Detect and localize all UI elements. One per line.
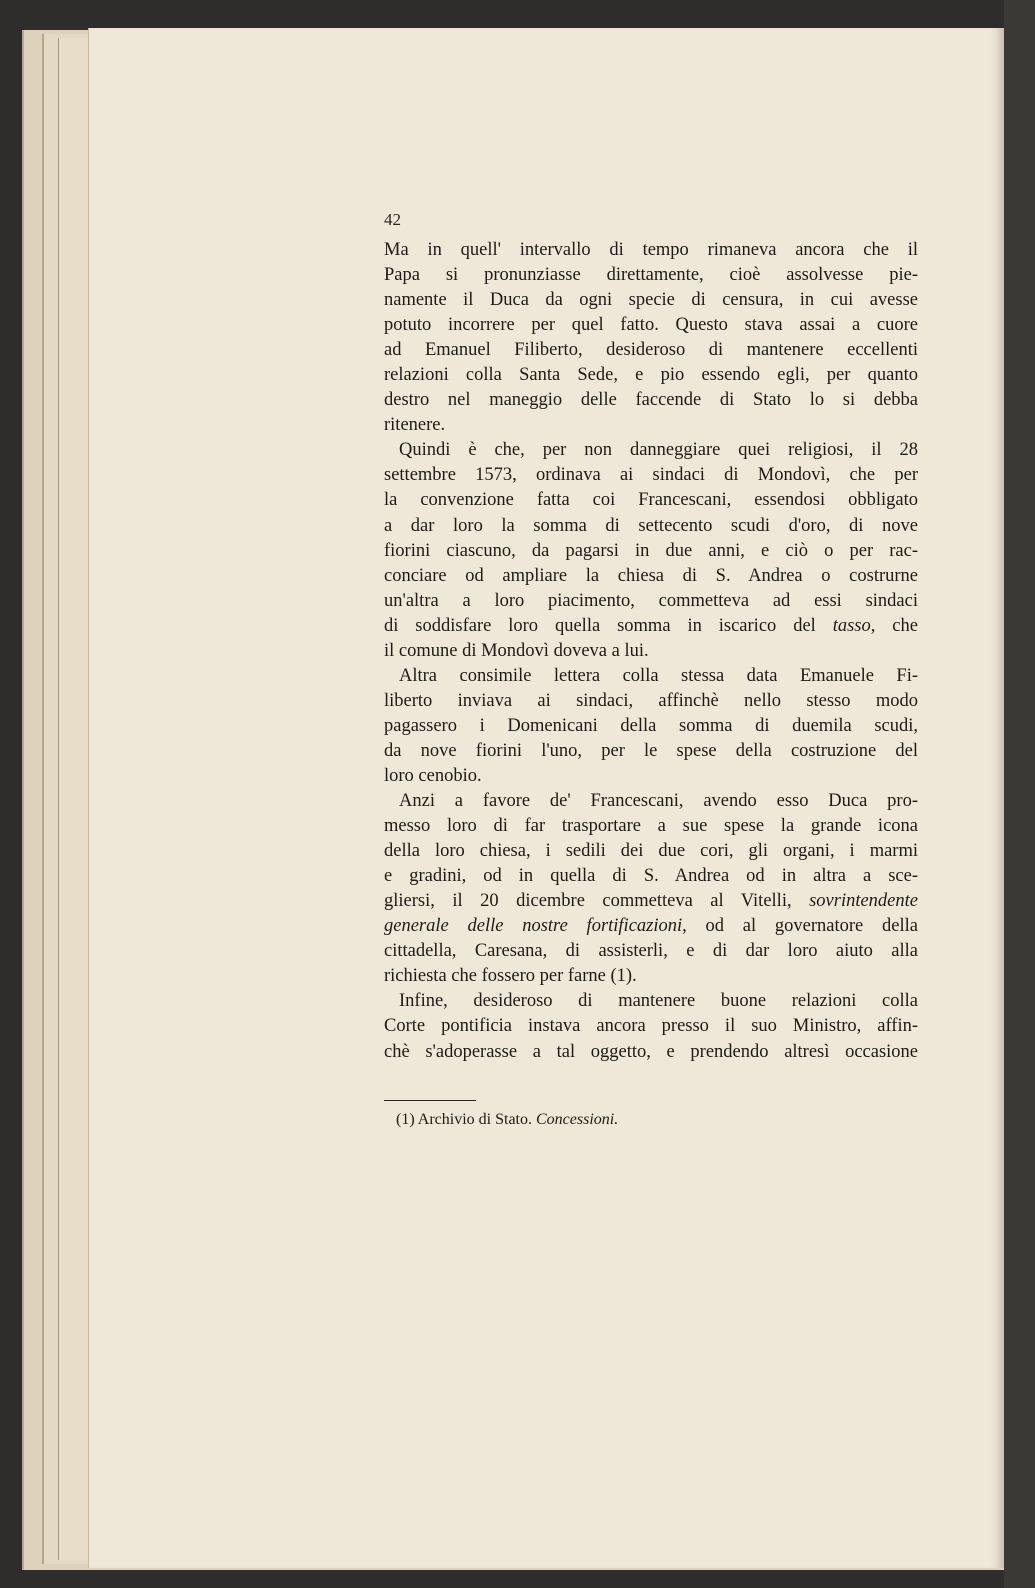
text-segment: pagassero i Domenicani della somma di duemila scudi,	[384, 715, 918, 736]
text-line	[384, 363, 918, 388]
footnote-rule	[384, 1100, 476, 1101]
text-line	[384, 914, 918, 939]
text-segment: di soddisfare loro quella somma in iscarico del	[384, 615, 833, 636]
text-segment: a dar loro la somma di settecento scudi d'oro, di nove	[384, 515, 918, 536]
text-line	[384, 288, 918, 313]
text-segment: ritenere.	[384, 415, 446, 436]
text-segment: relazioni colla Santa Sede, e pio essendo egli, per quanto	[384, 365, 918, 386]
text-line	[384, 564, 918, 589]
text-segment: liberto inviava ai sindaci, affinchè nello stesso modo	[384, 690, 918, 711]
text-segment: potuto incorrere per quel fatto. Questo stava assai a cuore	[384, 315, 918, 336]
text-line	[384, 589, 918, 614]
text-line	[384, 539, 918, 564]
text-segment: il comune di Mondovì doveva a lui.	[384, 640, 649, 661]
text-line	[384, 614, 918, 639]
text-segment: cittadella, Caresana, di assisterli, e di dar loro aiuto alla	[384, 941, 918, 962]
italic-text: generale delle nostre fortificazioni	[384, 916, 683, 937]
text-line	[384, 639, 918, 664]
text-segment: Infine, desideroso di mantenere buone relazioni colla	[399, 991, 918, 1012]
text-segment: e gradini, od in quella di S. Andrea od in altra a sce-	[384, 866, 918, 887]
text-line	[384, 939, 918, 964]
text-line	[384, 413, 918, 438]
text-segment: loro cenobio.	[384, 765, 482, 786]
text-line	[384, 814, 918, 839]
text-segment: chè s'adoperasse a tal oggetto, e prendendo altresì occasione	[384, 1041, 918, 1062]
text-line	[384, 789, 918, 814]
text-segment: destro nel maneggio delle faccende di Stato lo si debba	[384, 390, 918, 411]
footnote-source-italic: Concessioni.	[535, 1111, 619, 1128]
text-segment: settembre 1573, ordinava ai sindaci di Mondovì, che per	[384, 465, 918, 486]
text-line	[384, 964, 918, 989]
text-segment: messo loro di far trasportare a sue spese la grande icona	[384, 816, 918, 837]
text-line	[384, 1014, 918, 1039]
text-line	[384, 388, 918, 413]
text-segment: namente il Duca da ogni specie di censura, in cui avesse	[384, 290, 918, 311]
italic-text: sovrintendente	[809, 891, 918, 912]
text-segment: Papa si pronunziasse direttamente, cioè assolvesse pie-	[384, 265, 918, 286]
text-segment: da nove fiorini l'uno, per le spese della costruzione del	[384, 740, 918, 761]
text-segment: un'altra a loro piacimento, commetteva ad essi sindaci	[384, 590, 918, 611]
text-segment: fiorini ciascuno, da pagarsi in due anni, e ciò o per rac-	[384, 540, 918, 561]
text-line	[384, 889, 918, 914]
text-segment: Quindi è che, per non danneggiare quei religiosi, il 28	[399, 440, 918, 461]
scan-shadow	[865, 0, 965, 18]
text-segment: ad Emanuel Filiberto, desideroso di mantenere eccellenti	[384, 340, 918, 361]
text-line	[384, 714, 918, 739]
text-line	[384, 739, 918, 764]
text-line	[384, 263, 918, 288]
page-number: 42	[384, 210, 401, 229]
text-line	[384, 989, 918, 1014]
text-segment: della loro chiesa, i sedili dei due cori, gli organi, i marmi	[384, 841, 918, 862]
text-line	[384, 689, 918, 714]
text-segment: Altra consimile lettera colla stessa data Emanuele Fi-	[399, 665, 918, 686]
text-line	[384, 438, 918, 463]
text-line	[384, 864, 918, 889]
footnote-text: (1) Archivio di Stato.	[396, 1111, 536, 1128]
text-segment: , od al governatore della	[682, 916, 918, 937]
text-line	[384, 764, 918, 789]
italic-text: tasso	[832, 615, 871, 636]
text-line	[384, 313, 918, 338]
text-line	[384, 1040, 918, 1065]
footnote	[396, 1111, 618, 1129]
text-line	[384, 338, 918, 363]
text-segment: Corte pontificia instava ancora presso il suo Ministro, affin-	[384, 1016, 918, 1037]
text-line	[384, 664, 918, 689]
text-line	[384, 463, 918, 488]
text-line	[384, 514, 918, 539]
text-line	[384, 238, 918, 263]
text-segment: , che	[870, 615, 918, 636]
text-segment: Ma in quell' intervallo di tempo rimaneva ancora che il	[384, 240, 918, 260]
text-segment: richiesta che fossero per farne (1).	[384, 966, 637, 987]
text-segment: gliersi, il 20 dicembre commetteva al Vitelli,	[384, 891, 810, 912]
text-line	[384, 839, 918, 864]
text-segment: la convenzione fatta coi Francescani, essendosi obbligato	[384, 490, 918, 511]
book-binding-edge	[1004, 0, 1035, 1588]
text-line	[384, 488, 918, 513]
body-text	[384, 238, 918, 1065]
text-segment: conciare od ampliare la chiesa di S. Andrea o costrurne	[384, 565, 918, 586]
text-segment: Anzi a favore de' Francescani, avendo esso Duca pro-	[399, 791, 918, 812]
